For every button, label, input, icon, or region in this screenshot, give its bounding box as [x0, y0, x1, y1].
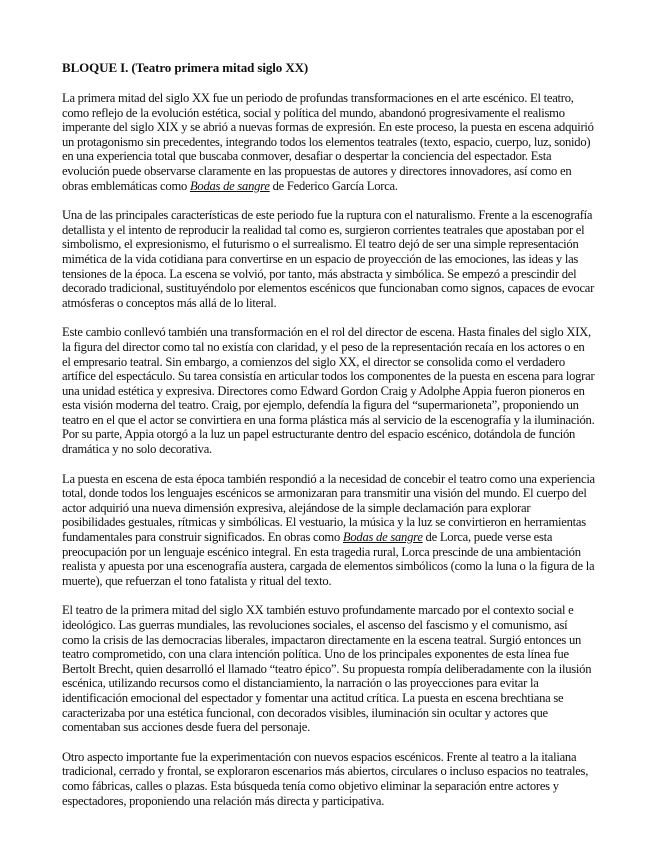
paragraph-5: El teatro de la primera mitad del siglo XX también estuvo profundamente marcado por el contexto social e ideológico. Las guerras mundiales, las revoluciones sociales, el ascenso del fascismo y el comunismo, así como la crisis de las democracias liberales, impactaron directamente en la escena teatral. Surgió entonces un teatro comprometido, con una clara intención política. Uno de los principales exponentes de esta línea fue Bertolt Brecht, quien desarrolló el llamado “teatro épico”. Su propuesta rompía deliberadamente con la ilusión escénica, utilizando recursos como el distanciamiento, la narración o las proyecciones para evitar la identificación emocional del espectador y fomentar una actitud crítica. La puesta en escena brechtiana se caracterizaba por una estética funcional, con decorados visibles, iluminación sin ocultar y actores que comentaban sus acciones desde fuera del personaje.	[62, 603, 592, 735]
paragraph-1-text: La primera mitad del siglo XX fue un periodo de profundas transformaciones en el arte escénico. El teatro, como reflejo de la evolución estética, social y política del mundo, abandonó progresivamente el realismo imperante del siglo XIX y se abrió a nuevas formas de expresión. En este proceso, la puesta en escena adquirió un protagonismo sin precedentes, integrando todos los elementos teatrales (texto, espacio, cuerpo, luz, sonido) en una experiencia total que buscaba conmover, desafiar o despertar la conciencia del espectador. Esta evolución puede observarse claramente en las propuestas de autores y directores innovadores, así como en obras emblemáticas como	[62, 91, 594, 193]
work-title-bodas-de-sangre: Bodas de sangre	[189, 178, 270, 193]
paragraph-2: Una de las principales características de este periodo fue la ruptura con el naturalismo. Frente a la escenografía detallista y el intento de reproducir la realidad tal como es, surgieron corrientes teatrales que apostaban por el simbolismo, el expresionismo, el futurismo o el surrealismo. El teatro dejó de ser una simple representación mimética de la vida cotidiana para convertirse en un espacio de proyección de las emociones, las ideas y las tensiones de la época. La escena se volvió, por tanto, más abstracta y simbólica. Se empezó a prescindir del decorado tradicional, sustituyéndolo por elementos escénicos que funcionaban como signos, capaces de evocar atmósferas o conceptos más allá de lo literal.	[62, 208, 595, 310]
paragraph-4-text: La puesta en escena de esta época también respondió a la necesidad de concebir el teatro como una experiencia total, donde todos los lenguajes escénicos se armonizaran para transmitir una visión del mundo. El cuerpo del actor adquirió una nueva dimensión expresiva, alejándose de la simple declamación para explorar posibilidades gestuales, rítmicas y simbólicas. El vestuario, la música y la luz se convirtieron en herramientas fundamentales para construir significados. En obras como	[62, 471, 595, 545]
paragraph-4-text-after: de Lorca, puede verse esta preocupación por un lenguaje escénico integral. En esta tragedia rural, Lorca prescinde de una ambientación realista y apuesta por una escenografía austera, cargada de elementos simbólicos (como la luna o la figura de la muerte), que refuerzan el tono fatalista y ritual del texto.	[62, 530, 595, 588]
paragraph-1-text-after: de Federico García Lorca.	[269, 178, 398, 193]
work-title-bodas-de-sangre: Bodas de sangre	[342, 530, 423, 545]
section-heading: BLOQUE I. (Teatro primera mitad siglo XX)	[62, 60, 309, 75]
paragraph-1	[62, 91, 595, 193]
paragraph-4	[62, 472, 595, 589]
paragraph-3: Este cambio conllevó también una transformación en el rol del director de escena. Hasta finales del siglo XIX, la figura del director como tal no existía con claridad, y el peso de la representación recaía en los actores o en el empresario teatral. Sin embargo, a comienzos del siglo XX, el director se consolida como el verdadero artífice del espectáculo. Su tarea consistía en articular todos los componentes de la puesta en escena para lograr una unidad estética y expresiva. Directores como Edward Gordon Craig y Adolphe Appia fueron pioneros en esta visión moderna del teatro. Craig, por ejemplo, defendía la figura del “supermarioneta”, proponiendo un teatro en el que el actor se convirtiera en una forma plástica más al servicio de la escenografía y la iluminación. Por su parte, Appia otorgó a la luz un papel estructurante dentro del espacio escénico, dotándola de función dramática y no solo decorativa.	[62, 325, 595, 457]
paragraph-6: Otro aspecto importante fue la experimentación con nuevos espacios escénicos. Frente al teatro a la italiana tradicional, cerrado y frontal, se exploraron escenarios más abiertos, circulares o incluso espacios no teatrales, como fábricas, calles o plazas. Esta búsqueda tenía como objetivo eliminar la separación entre actores y espectadores, proponiendo una relación más directa y participativa.	[62, 749, 589, 808]
